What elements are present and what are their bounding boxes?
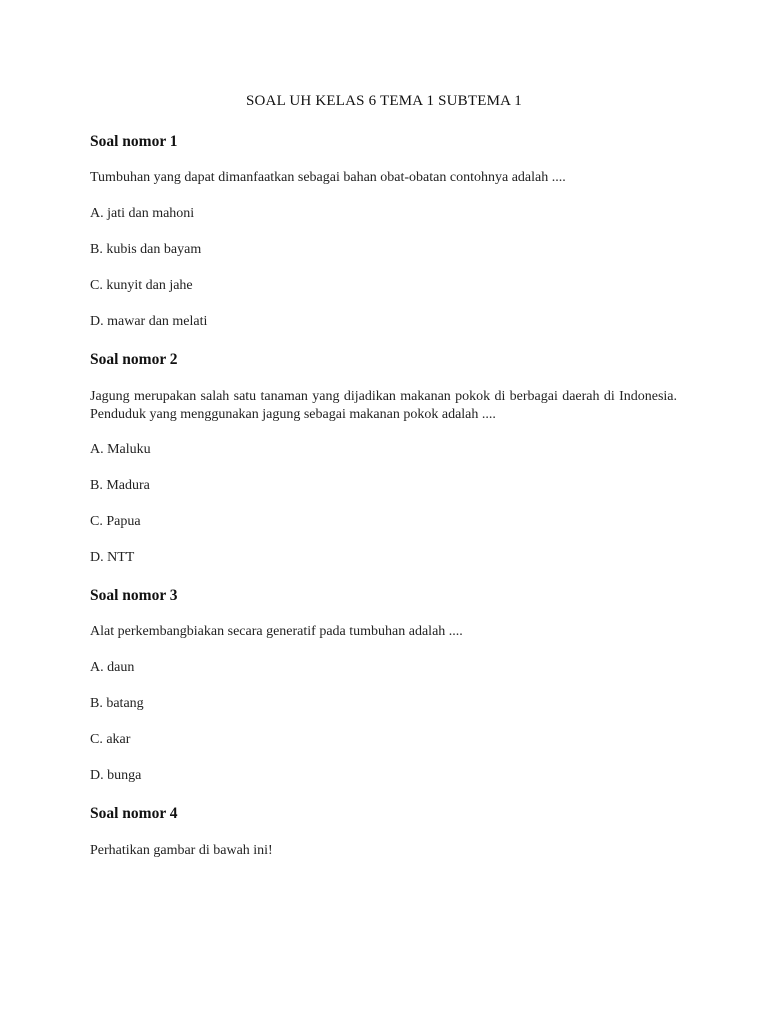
question-4-heading: Soal nomor 4 xyxy=(90,805,178,822)
question-3-option-c: C. akar xyxy=(90,732,131,747)
question-1-text: Tumbuhan yang dapat dimanfaatkan sebagai bahan obat-obatan contohnya adalah .... xyxy=(90,170,566,185)
question-1-option-c: C. kunyit dan jahe xyxy=(90,278,193,293)
question-3-heading: Soal nomor 3 xyxy=(90,587,178,604)
question-2-heading: Soal nomor 2 xyxy=(90,351,178,368)
question-2-text: Jagung merupakan salah satu tanaman yang dijadikan makanan pokok di berbagai daerah di Indonesia. Penduduk yang menggunakan jagung sebagai makanan pokok adalah .... xyxy=(90,389,677,422)
document-title: SOAL UH KELAS 6 TEMA 1 SUBTEMA 1 xyxy=(245,93,522,109)
question-2-option-d: D. NTT xyxy=(90,550,135,565)
question-4-text: Perhatikan gambar di bawah ini! xyxy=(90,843,273,858)
question-2-option-b: B. Madura xyxy=(90,478,150,493)
question-1-option-b: B. kubis dan bayam xyxy=(90,242,202,257)
question-1-heading: Soal nomor 1 xyxy=(90,133,178,150)
question-3-option-a: A. daun xyxy=(90,660,135,675)
question-2-option-c: C. Papua xyxy=(90,514,141,529)
question-3-option-b: B. batang xyxy=(90,696,144,711)
question-2-option-a: A. Maluku xyxy=(90,442,151,457)
question-1-option-d: D. mawar dan melati xyxy=(90,314,208,329)
question-1-option-a: A. jati dan mahoni xyxy=(90,206,195,221)
question-3-option-d: D. bunga xyxy=(90,768,142,783)
question-3-text: Alat perkembangbiakan secara generatif pada tumbuhan adalah .... xyxy=(90,624,463,639)
